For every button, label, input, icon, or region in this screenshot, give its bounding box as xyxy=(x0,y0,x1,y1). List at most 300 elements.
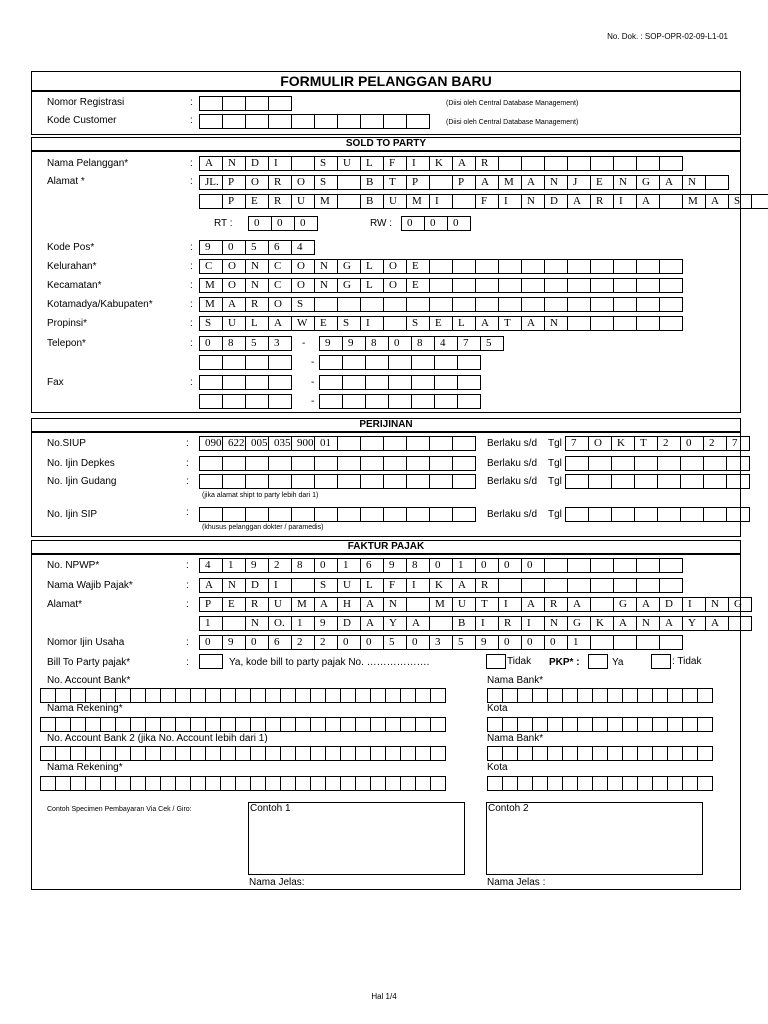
char-cell[interactable] xyxy=(637,776,653,791)
char-cell[interactable]: S xyxy=(314,175,338,190)
char-cell[interactable] xyxy=(70,746,86,761)
char-cell[interactable] xyxy=(611,456,635,471)
char-cell[interactable] xyxy=(85,688,101,703)
char-cell[interactable] xyxy=(636,558,660,573)
char-cell[interactable] xyxy=(452,259,476,274)
char-cell[interactable] xyxy=(314,114,338,129)
char-cell[interactable] xyxy=(532,746,548,761)
char-cell[interactable]: N xyxy=(636,616,660,631)
char-cell[interactable] xyxy=(517,717,533,732)
char-cell[interactable]: 0 xyxy=(388,336,412,351)
char-cell[interactable] xyxy=(383,114,407,129)
char-cell[interactable] xyxy=(611,474,635,489)
char-cell[interactable] xyxy=(100,717,116,732)
char-cell[interactable] xyxy=(337,436,361,451)
char-cell[interactable]: I xyxy=(268,578,292,593)
pajak-alamat-line2-input[interactable] xyxy=(199,616,751,631)
char-cell[interactable]: 2 xyxy=(657,436,681,451)
char-cell[interactable]: U xyxy=(337,156,361,171)
char-cell[interactable] xyxy=(680,507,704,522)
sip-input[interactable] xyxy=(199,507,475,522)
char-cell[interactable]: A xyxy=(659,616,683,631)
char-cell[interactable] xyxy=(337,474,361,489)
char-cell[interactable] xyxy=(360,507,384,522)
char-cell[interactable] xyxy=(659,156,683,171)
char-cell[interactable] xyxy=(703,507,727,522)
char-cell[interactable] xyxy=(406,297,430,312)
char-cell[interactable] xyxy=(532,717,548,732)
char-cell[interactable] xyxy=(222,616,246,631)
char-cell[interactable]: O xyxy=(245,175,269,190)
char-cell[interactable]: 0 xyxy=(406,635,430,650)
fax-2-number-input[interactable] xyxy=(319,394,480,409)
char-cell[interactable] xyxy=(502,688,518,703)
char-cell[interactable]: E xyxy=(222,597,246,612)
char-cell[interactable]: A xyxy=(567,194,591,209)
char-cell[interactable]: 9 xyxy=(342,336,366,351)
char-cell[interactable] xyxy=(532,776,548,791)
char-cell[interactable] xyxy=(383,507,407,522)
char-cell[interactable]: 0 xyxy=(401,216,425,231)
char-cell[interactable] xyxy=(429,175,453,190)
fax-1-area-input[interactable] xyxy=(199,375,291,390)
char-cell[interactable] xyxy=(521,297,545,312)
char-cell[interactable] xyxy=(452,297,476,312)
char-cell[interactable]: 3 xyxy=(429,635,453,650)
char-cell[interactable]: A xyxy=(521,175,545,190)
char-cell[interactable]: 0 xyxy=(222,240,246,255)
char-cell[interactable]: 01 xyxy=(314,436,338,451)
depkes-date-input[interactable] xyxy=(565,456,749,471)
char-cell[interactable]: I xyxy=(406,156,430,171)
char-cell[interactable]: 0 xyxy=(521,635,545,650)
char-cell[interactable] xyxy=(245,456,269,471)
char-cell[interactable] xyxy=(652,776,668,791)
char-cell[interactable] xyxy=(360,114,384,129)
rw-input[interactable] xyxy=(401,216,470,231)
char-cell[interactable]: N xyxy=(314,278,338,293)
char-cell[interactable] xyxy=(728,616,752,631)
char-cell[interactable] xyxy=(115,717,131,732)
char-cell[interactable] xyxy=(319,394,343,409)
char-cell[interactable] xyxy=(85,717,101,732)
char-cell[interactable]: 6 xyxy=(360,558,384,573)
char-cell[interactable] xyxy=(532,688,548,703)
char-cell[interactable] xyxy=(697,746,713,761)
char-cell[interactable] xyxy=(325,746,341,761)
char-cell[interactable] xyxy=(726,456,750,471)
char-cell[interactable] xyxy=(250,688,266,703)
char-cell[interactable]: 2 xyxy=(703,436,727,451)
char-cell[interactable] xyxy=(547,746,563,761)
char-cell[interactable] xyxy=(457,394,481,409)
char-cell[interactable]: A xyxy=(636,597,660,612)
char-cell[interactable]: R xyxy=(245,597,269,612)
char-cell[interactable] xyxy=(55,746,71,761)
char-cell[interactable]: I xyxy=(498,194,522,209)
char-cell[interactable]: A xyxy=(705,194,729,209)
char-cell[interactable] xyxy=(385,717,401,732)
char-cell[interactable] xyxy=(697,717,713,732)
char-cell[interactable] xyxy=(547,717,563,732)
char-cell[interactable] xyxy=(544,278,568,293)
char-cell[interactable]: 6 xyxy=(268,240,292,255)
char-cell[interactable] xyxy=(517,746,533,761)
char-cell[interactable]: 900 xyxy=(291,436,315,451)
char-cell[interactable]: 8 xyxy=(365,336,389,351)
char-cell[interactable]: O xyxy=(588,436,612,451)
char-cell[interactable] xyxy=(429,507,453,522)
char-cell[interactable] xyxy=(726,474,750,489)
char-cell[interactable]: A xyxy=(268,316,292,331)
char-cell[interactable] xyxy=(562,746,578,761)
char-cell[interactable]: P xyxy=(406,175,430,190)
char-cell[interactable]: 1 xyxy=(222,558,246,573)
char-cell[interactable]: 2 xyxy=(268,558,292,573)
char-cell[interactable]: N xyxy=(222,156,246,171)
char-cell[interactable] xyxy=(406,114,430,129)
char-cell[interactable] xyxy=(475,259,499,274)
char-cell[interactable] xyxy=(429,278,453,293)
char-cell[interactable]: P xyxy=(199,597,223,612)
gudang-date-input[interactable] xyxy=(565,474,749,489)
char-cell[interactable] xyxy=(325,717,341,732)
char-cell[interactable] xyxy=(268,394,292,409)
char-cell[interactable] xyxy=(607,776,623,791)
char-cell[interactable] xyxy=(475,297,499,312)
char-cell[interactable] xyxy=(590,259,614,274)
wajib-pajak-input[interactable] xyxy=(199,578,682,593)
char-cell[interactable] xyxy=(705,175,729,190)
char-cell[interactable]: U xyxy=(291,194,315,209)
char-cell[interactable]: 0 xyxy=(680,436,704,451)
alamat-line2-input[interactable] xyxy=(199,194,768,209)
char-cell[interactable] xyxy=(434,394,458,409)
char-cell[interactable] xyxy=(613,278,637,293)
char-cell[interactable]: 0 xyxy=(424,216,448,231)
char-cell[interactable]: 0 xyxy=(314,558,338,573)
char-cell[interactable] xyxy=(636,278,660,293)
char-cell[interactable]: O xyxy=(383,259,407,274)
char-cell[interactable] xyxy=(567,259,591,274)
char-cell[interactable] xyxy=(383,316,407,331)
char-cell[interactable] xyxy=(592,776,608,791)
char-cell[interactable] xyxy=(199,114,223,129)
char-cell[interactable] xyxy=(355,746,371,761)
char-cell[interactable] xyxy=(355,688,371,703)
char-cell[interactable] xyxy=(613,316,637,331)
account-bank-2-input[interactable] xyxy=(40,746,445,761)
nama-pelanggan-input[interactable] xyxy=(199,156,682,171)
char-cell[interactable] xyxy=(577,688,593,703)
char-cell[interactable] xyxy=(611,507,635,522)
char-cell[interactable] xyxy=(355,776,371,791)
char-cell[interactable] xyxy=(130,688,146,703)
char-cell[interactable] xyxy=(406,597,430,612)
char-cell[interactable]: A xyxy=(199,578,223,593)
char-cell[interactable]: A xyxy=(636,194,660,209)
char-cell[interactable] xyxy=(659,194,683,209)
char-cell[interactable]: N xyxy=(222,578,246,593)
char-cell[interactable]: 4 xyxy=(199,558,223,573)
char-cell[interactable] xyxy=(250,746,266,761)
char-cell[interactable]: JL. xyxy=(199,175,223,190)
char-cell[interactable] xyxy=(659,316,683,331)
char-cell[interactable] xyxy=(220,717,236,732)
char-cell[interactable] xyxy=(637,688,653,703)
char-cell[interactable] xyxy=(340,717,356,732)
char-cell[interactable]: G xyxy=(613,597,637,612)
char-cell[interactable]: B xyxy=(452,616,476,631)
char-cell[interactable] xyxy=(291,156,315,171)
char-cell[interactable]: F xyxy=(383,578,407,593)
char-cell[interactable]: E xyxy=(406,278,430,293)
char-cell[interactable] xyxy=(415,717,431,732)
char-cell[interactable] xyxy=(667,746,683,761)
char-cell[interactable] xyxy=(475,278,499,293)
char-cell[interactable] xyxy=(498,156,522,171)
char-cell[interactable] xyxy=(697,776,713,791)
char-cell[interactable] xyxy=(268,474,292,489)
char-cell[interactable] xyxy=(355,717,371,732)
siup-date-input[interactable] xyxy=(565,436,749,451)
char-cell[interactable] xyxy=(452,278,476,293)
char-cell[interactable]: A xyxy=(360,616,384,631)
char-cell[interactable]: 0 xyxy=(544,635,568,650)
char-cell[interactable] xyxy=(680,456,704,471)
char-cell[interactable] xyxy=(697,688,713,703)
char-cell[interactable] xyxy=(222,507,246,522)
char-cell[interactable] xyxy=(205,776,221,791)
char-cell[interactable] xyxy=(268,355,292,370)
char-cell[interactable] xyxy=(388,375,412,390)
char-cell[interactable] xyxy=(55,688,71,703)
char-cell[interactable]: 9 xyxy=(475,635,499,650)
char-cell[interactable] xyxy=(222,355,246,370)
char-cell[interactable]: P xyxy=(222,194,246,209)
char-cell[interactable] xyxy=(657,456,681,471)
char-cell[interactable]: R xyxy=(498,616,522,631)
char-cell[interactable] xyxy=(295,717,311,732)
char-cell[interactable] xyxy=(613,635,637,650)
char-cell[interactable] xyxy=(613,558,637,573)
char-cell[interactable] xyxy=(622,746,638,761)
char-cell[interactable]: O xyxy=(222,278,246,293)
char-cell[interactable] xyxy=(310,717,326,732)
char-cell[interactable] xyxy=(400,717,416,732)
char-cell[interactable]: 0 xyxy=(475,558,499,573)
char-cell[interactable]: O xyxy=(268,297,292,312)
char-cell[interactable]: D xyxy=(337,616,361,631)
char-cell[interactable] xyxy=(498,297,522,312)
char-cell[interactable]: N xyxy=(521,194,545,209)
char-cell[interactable] xyxy=(325,776,341,791)
char-cell[interactable] xyxy=(245,394,269,409)
bill-ya-checkbox[interactable] xyxy=(199,654,223,669)
char-cell[interactable] xyxy=(365,355,389,370)
char-cell[interactable] xyxy=(319,375,343,390)
char-cell[interactable] xyxy=(429,259,453,274)
char-cell[interactable] xyxy=(567,558,591,573)
char-cell[interactable] xyxy=(337,297,361,312)
char-cell[interactable] xyxy=(726,507,750,522)
char-cell[interactable] xyxy=(383,456,407,471)
char-cell[interactable]: P xyxy=(452,175,476,190)
char-cell[interactable]: 6 xyxy=(268,635,292,650)
char-cell[interactable] xyxy=(337,194,361,209)
char-cell[interactable]: A xyxy=(521,316,545,331)
char-cell[interactable] xyxy=(406,436,430,451)
char-cell[interactable] xyxy=(55,717,71,732)
char-cell[interactable]: N xyxy=(314,259,338,274)
char-cell[interactable]: 0 xyxy=(199,336,223,351)
char-cell[interactable]: A xyxy=(659,175,683,190)
char-cell[interactable]: D xyxy=(659,597,683,612)
char-cell[interactable]: A xyxy=(199,156,223,171)
char-cell[interactable] xyxy=(613,259,637,274)
char-cell[interactable] xyxy=(115,746,131,761)
telepon-2-area-input[interactable] xyxy=(199,355,291,370)
char-cell[interactable]: K xyxy=(429,156,453,171)
char-cell[interactable] xyxy=(502,746,518,761)
char-cell[interactable]: S xyxy=(199,316,223,331)
char-cell[interactable]: M xyxy=(498,175,522,190)
char-cell[interactable] xyxy=(682,688,698,703)
char-cell[interactable] xyxy=(175,717,191,732)
char-cell[interactable] xyxy=(245,114,269,129)
char-cell[interactable] xyxy=(291,578,315,593)
char-cell[interactable] xyxy=(360,474,384,489)
char-cell[interactable] xyxy=(199,394,223,409)
char-cell[interactable] xyxy=(130,717,146,732)
char-cell[interactable] xyxy=(342,355,366,370)
char-cell[interactable]: R xyxy=(475,578,499,593)
char-cell[interactable] xyxy=(429,297,453,312)
char-cell[interactable] xyxy=(636,635,660,650)
char-cell[interactable]: U xyxy=(222,316,246,331)
char-cell[interactable] xyxy=(498,259,522,274)
char-cell[interactable]: A xyxy=(521,597,545,612)
char-cell[interactable]: F xyxy=(475,194,499,209)
char-cell[interactable] xyxy=(411,394,435,409)
char-cell[interactable] xyxy=(160,717,176,732)
char-cell[interactable] xyxy=(562,688,578,703)
char-cell[interactable] xyxy=(429,456,453,471)
char-cell[interactable]: 0 xyxy=(360,635,384,650)
char-cell[interactable] xyxy=(268,456,292,471)
char-cell[interactable]: L xyxy=(245,316,269,331)
char-cell[interactable] xyxy=(325,688,341,703)
char-cell[interactable]: N xyxy=(383,597,407,612)
char-cell[interactable] xyxy=(388,355,412,370)
char-cell[interactable] xyxy=(291,507,315,522)
char-cell[interactable] xyxy=(415,746,431,761)
char-cell[interactable] xyxy=(235,746,251,761)
char-cell[interactable] xyxy=(383,474,407,489)
char-cell[interactable]: 2 xyxy=(291,635,315,650)
char-cell[interactable]: W xyxy=(291,316,315,331)
char-cell[interactable] xyxy=(115,776,131,791)
char-cell[interactable] xyxy=(190,688,206,703)
char-cell[interactable] xyxy=(130,776,146,791)
char-cell[interactable]: C xyxy=(268,278,292,293)
char-cell[interactable] xyxy=(115,688,131,703)
char-cell[interactable] xyxy=(590,316,614,331)
char-cell[interactable] xyxy=(70,776,86,791)
char-cell[interactable] xyxy=(415,776,431,791)
char-cell[interactable] xyxy=(370,688,386,703)
char-cell[interactable] xyxy=(682,746,698,761)
char-cell[interactable] xyxy=(222,394,246,409)
char-cell[interactable]: H xyxy=(337,597,361,612)
char-cell[interactable] xyxy=(517,688,533,703)
char-cell[interactable]: E xyxy=(314,316,338,331)
char-cell[interactable] xyxy=(590,156,614,171)
char-cell[interactable]: N xyxy=(245,278,269,293)
char-cell[interactable]: O xyxy=(291,175,315,190)
char-cell[interactable] xyxy=(667,688,683,703)
ijin-usaha-input[interactable] xyxy=(199,635,682,650)
char-cell[interactable]: A xyxy=(567,597,591,612)
char-cell[interactable]: 0 xyxy=(199,635,223,650)
char-cell[interactable] xyxy=(291,114,315,129)
char-cell[interactable] xyxy=(434,375,458,390)
char-cell[interactable]: L xyxy=(360,156,384,171)
char-cell[interactable] xyxy=(100,688,116,703)
char-cell[interactable]: 7 xyxy=(457,336,481,351)
char-cell[interactable] xyxy=(547,776,563,791)
char-cell[interactable] xyxy=(521,578,545,593)
char-cell[interactable]: M xyxy=(199,278,223,293)
char-cell[interactable] xyxy=(565,456,589,471)
char-cell[interactable] xyxy=(487,746,503,761)
char-cell[interactable]: S xyxy=(337,316,361,331)
char-cell[interactable] xyxy=(85,746,101,761)
char-cell[interactable] xyxy=(577,746,593,761)
char-cell[interactable]: D xyxy=(544,194,568,209)
char-cell[interactable]: 4 xyxy=(291,240,315,255)
kota-bank-2-input[interactable] xyxy=(487,776,712,791)
kode-pos-input[interactable] xyxy=(199,240,314,255)
char-cell[interactable] xyxy=(295,688,311,703)
char-cell[interactable] xyxy=(342,375,366,390)
char-cell[interactable] xyxy=(365,394,389,409)
char-cell[interactable]: M xyxy=(199,297,223,312)
char-cell[interactable] xyxy=(406,456,430,471)
char-cell[interactable] xyxy=(659,278,683,293)
char-cell[interactable] xyxy=(145,746,161,761)
char-cell[interactable]: A xyxy=(314,597,338,612)
char-cell[interactable] xyxy=(457,375,481,390)
char-cell[interactable] xyxy=(430,688,446,703)
char-cell[interactable]: E xyxy=(406,259,430,274)
char-cell[interactable] xyxy=(70,688,86,703)
char-cell[interactable] xyxy=(222,114,246,129)
char-cell[interactable] xyxy=(622,776,638,791)
char-cell[interactable] xyxy=(652,688,668,703)
char-cell[interactable] xyxy=(544,259,568,274)
char-cell[interactable] xyxy=(280,688,296,703)
char-cell[interactable]: 9 xyxy=(319,336,343,351)
char-cell[interactable] xyxy=(70,717,86,732)
char-cell[interactable] xyxy=(703,456,727,471)
char-cell[interactable] xyxy=(590,278,614,293)
char-cell[interactable] xyxy=(562,717,578,732)
char-cell[interactable] xyxy=(205,688,221,703)
char-cell[interactable]: 9 xyxy=(222,635,246,650)
char-cell[interactable] xyxy=(314,456,338,471)
char-cell[interactable] xyxy=(130,746,146,761)
